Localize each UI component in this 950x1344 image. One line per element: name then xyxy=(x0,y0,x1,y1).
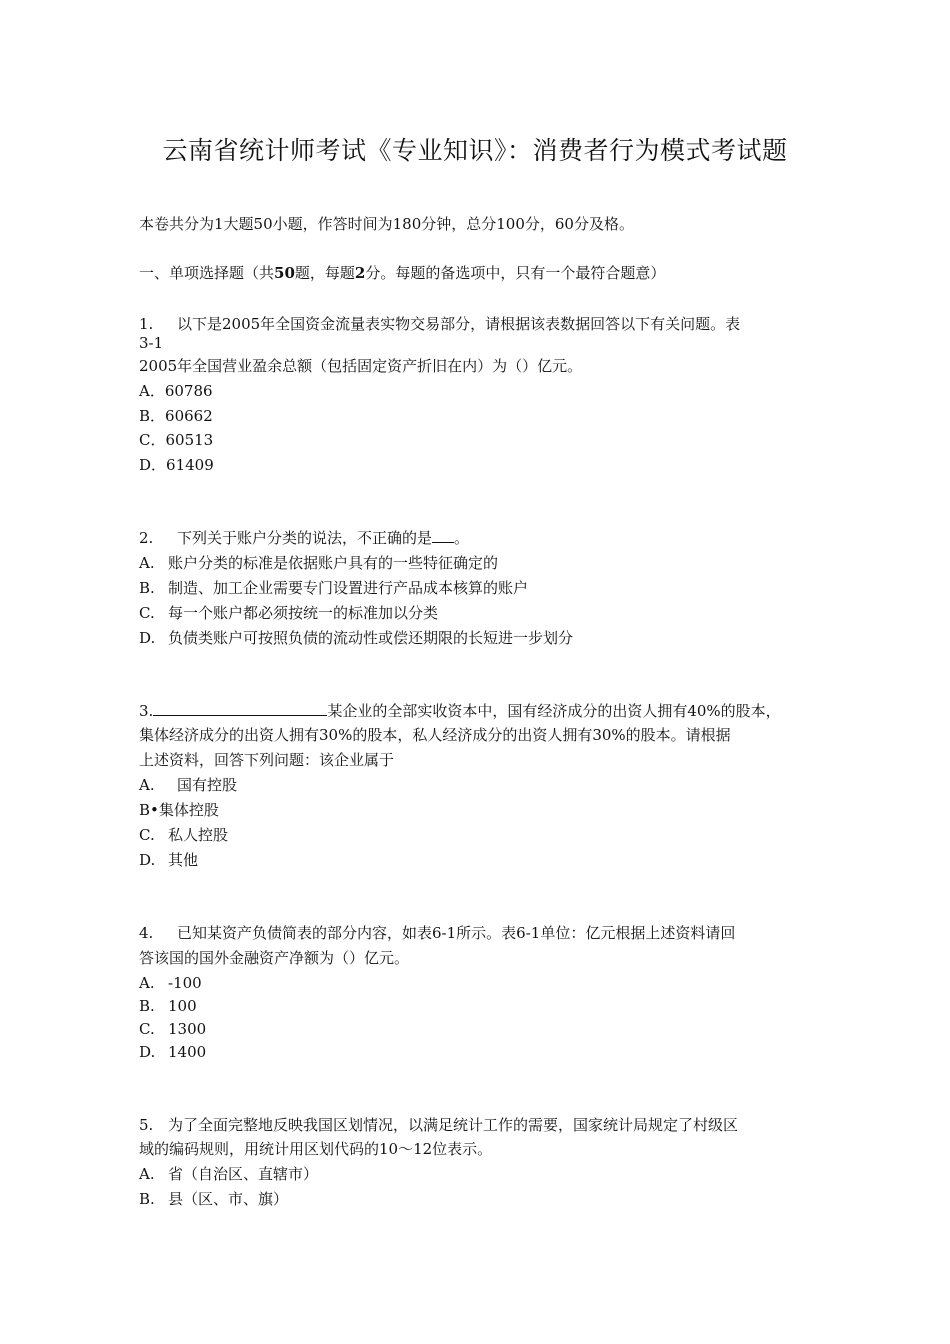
question-1-text-1: 以下是2005年全国资金流量表实物交易部分，请根据该表数据回答以下有关问题。表 xyxy=(177,315,741,333)
answer-blank xyxy=(153,700,327,716)
option-label: D. xyxy=(139,1043,156,1061)
question-3-line-3: 上述资料，回答下列问题：该企业属于 xyxy=(139,751,395,769)
option-text: 负债类账户可按照负债的流动性或偿还期限的长短进一步划分 xyxy=(168,629,574,647)
option-text: 每一个账户都必须按统一的标准加以分类 xyxy=(168,604,439,622)
question-3-option-c xyxy=(139,824,228,846)
question-5-number: 5. xyxy=(139,1116,154,1134)
section-heading xyxy=(139,262,665,284)
question-5-option-a xyxy=(139,1163,318,1185)
option-label: A. xyxy=(139,1165,155,1183)
question-1-line-1 xyxy=(139,313,740,335)
question-2-option-c xyxy=(139,602,438,624)
question-5-line-2: 域的编码规则，用统计用区划代码的10〜12位表示。 xyxy=(139,1140,493,1158)
section-points: 2 xyxy=(354,264,366,282)
question-3-option-a xyxy=(139,774,237,796)
question-2-stem xyxy=(139,527,469,549)
option-text: 其他 xyxy=(168,851,199,869)
option-text: 制造、加工企业需要专门设置进行产品成本核算的账户 xyxy=(168,579,529,597)
question-5-text-1: 为了全面完整地反映我国区划情况，以满足统计工作的需要，国家统计局规定了村级区 xyxy=(168,1116,739,1134)
question-1-option-a: A．60786 xyxy=(139,382,213,400)
section-question-count: 50 xyxy=(274,264,295,282)
question-2-option-a xyxy=(139,552,498,574)
option-label: C. xyxy=(139,826,155,844)
option-label: A. xyxy=(139,554,155,572)
question-3-line-1 xyxy=(139,700,781,722)
question-3-option-b xyxy=(139,799,219,821)
section-heading-suffix: 分。每题的备选项中，只有一个最符合题意） xyxy=(365,264,666,282)
option-label: C. xyxy=(139,604,155,622)
option-text: 1300 xyxy=(168,1020,207,1038)
section-heading-mid: 题，每题 xyxy=(294,264,355,282)
question-5-option-b xyxy=(139,1188,288,1210)
option-label: A. xyxy=(139,974,155,992)
option-text: 国有控股 xyxy=(177,776,238,794)
exam-intro: 本卷共分为1大题50小题，作答时间为180分钟，总分100分，60分及格。 xyxy=(139,215,634,233)
question-2-option-d xyxy=(139,627,573,649)
option-label: C. xyxy=(139,1020,155,1038)
question-3-text-1: 某企业的全部实收资本中，国有经济成分的出资人拥有40%的股本， xyxy=(327,702,781,720)
option-text: 1400 xyxy=(168,1043,207,1061)
option-label: B. xyxy=(139,1190,155,1208)
question-2-number: 2. xyxy=(139,529,154,547)
option-text: -100 xyxy=(168,974,202,992)
question-4-line-2: 答该国的国外金融资产净额为（）亿元。 xyxy=(139,949,410,967)
option-label: B. xyxy=(139,579,155,597)
question-4-number: 4. xyxy=(139,924,154,942)
question-1-option-b: B．60662 xyxy=(139,407,213,425)
question-5-line-1 xyxy=(139,1114,738,1136)
question-1-number: 1. xyxy=(139,315,154,333)
option-label: D. xyxy=(139,629,156,647)
option-label: D. xyxy=(139,851,156,869)
option-text: 私人控股 xyxy=(168,826,229,844)
question-4-option-b xyxy=(139,995,197,1017)
question-1-option-d: D．61409 xyxy=(139,456,214,474)
option-text: 账户分类的标准是依据账户具有的一些特征确定的 xyxy=(168,554,499,572)
question-3-option-d xyxy=(139,849,198,871)
page-title: 云南省统计师考试《专业知识》：消费者行为模式考试题 xyxy=(162,136,788,165)
question-4-line-1 xyxy=(139,922,735,944)
option-text: B•集体控股 xyxy=(139,801,219,819)
option-label: A. xyxy=(139,776,155,794)
question-2-text-end: 。 xyxy=(454,529,470,547)
answer-blank xyxy=(432,527,454,543)
question-4-option-c xyxy=(139,1018,206,1040)
option-text: 省（自治区、直辖市） xyxy=(168,1165,319,1183)
question-1-line-2: 3-1 xyxy=(139,334,164,352)
question-4-option-a xyxy=(139,972,202,994)
question-4-text-1: 已知某资产负债简表的部分内容，如表6-1所示。表6-1单位：亿元根据上述资料请回 xyxy=(177,924,736,942)
section-heading-prefix: 一、单项选择题（共 xyxy=(139,264,275,282)
option-text: 县（区、市、旗） xyxy=(168,1190,289,1208)
question-4-option-d xyxy=(139,1041,206,1063)
option-text: 100 xyxy=(168,997,197,1015)
question-3-number: 3. xyxy=(139,702,154,720)
question-1-line-3: 2005年全国营业盈余总额（包括固定资产折旧在内）为（）亿元。 xyxy=(139,357,583,375)
option-label: B. xyxy=(139,997,155,1015)
question-1-option-c: C．60513 xyxy=(139,431,214,449)
question-2-text: 下列关于账户分类的说法，不正确的是 xyxy=(177,529,433,547)
question-2-option-b xyxy=(139,577,528,599)
question-3-line-2: 集体经济成分的出资人拥有30%的股本，私人经济成分的出资人拥有30%的股本。请根据 xyxy=(139,726,731,744)
